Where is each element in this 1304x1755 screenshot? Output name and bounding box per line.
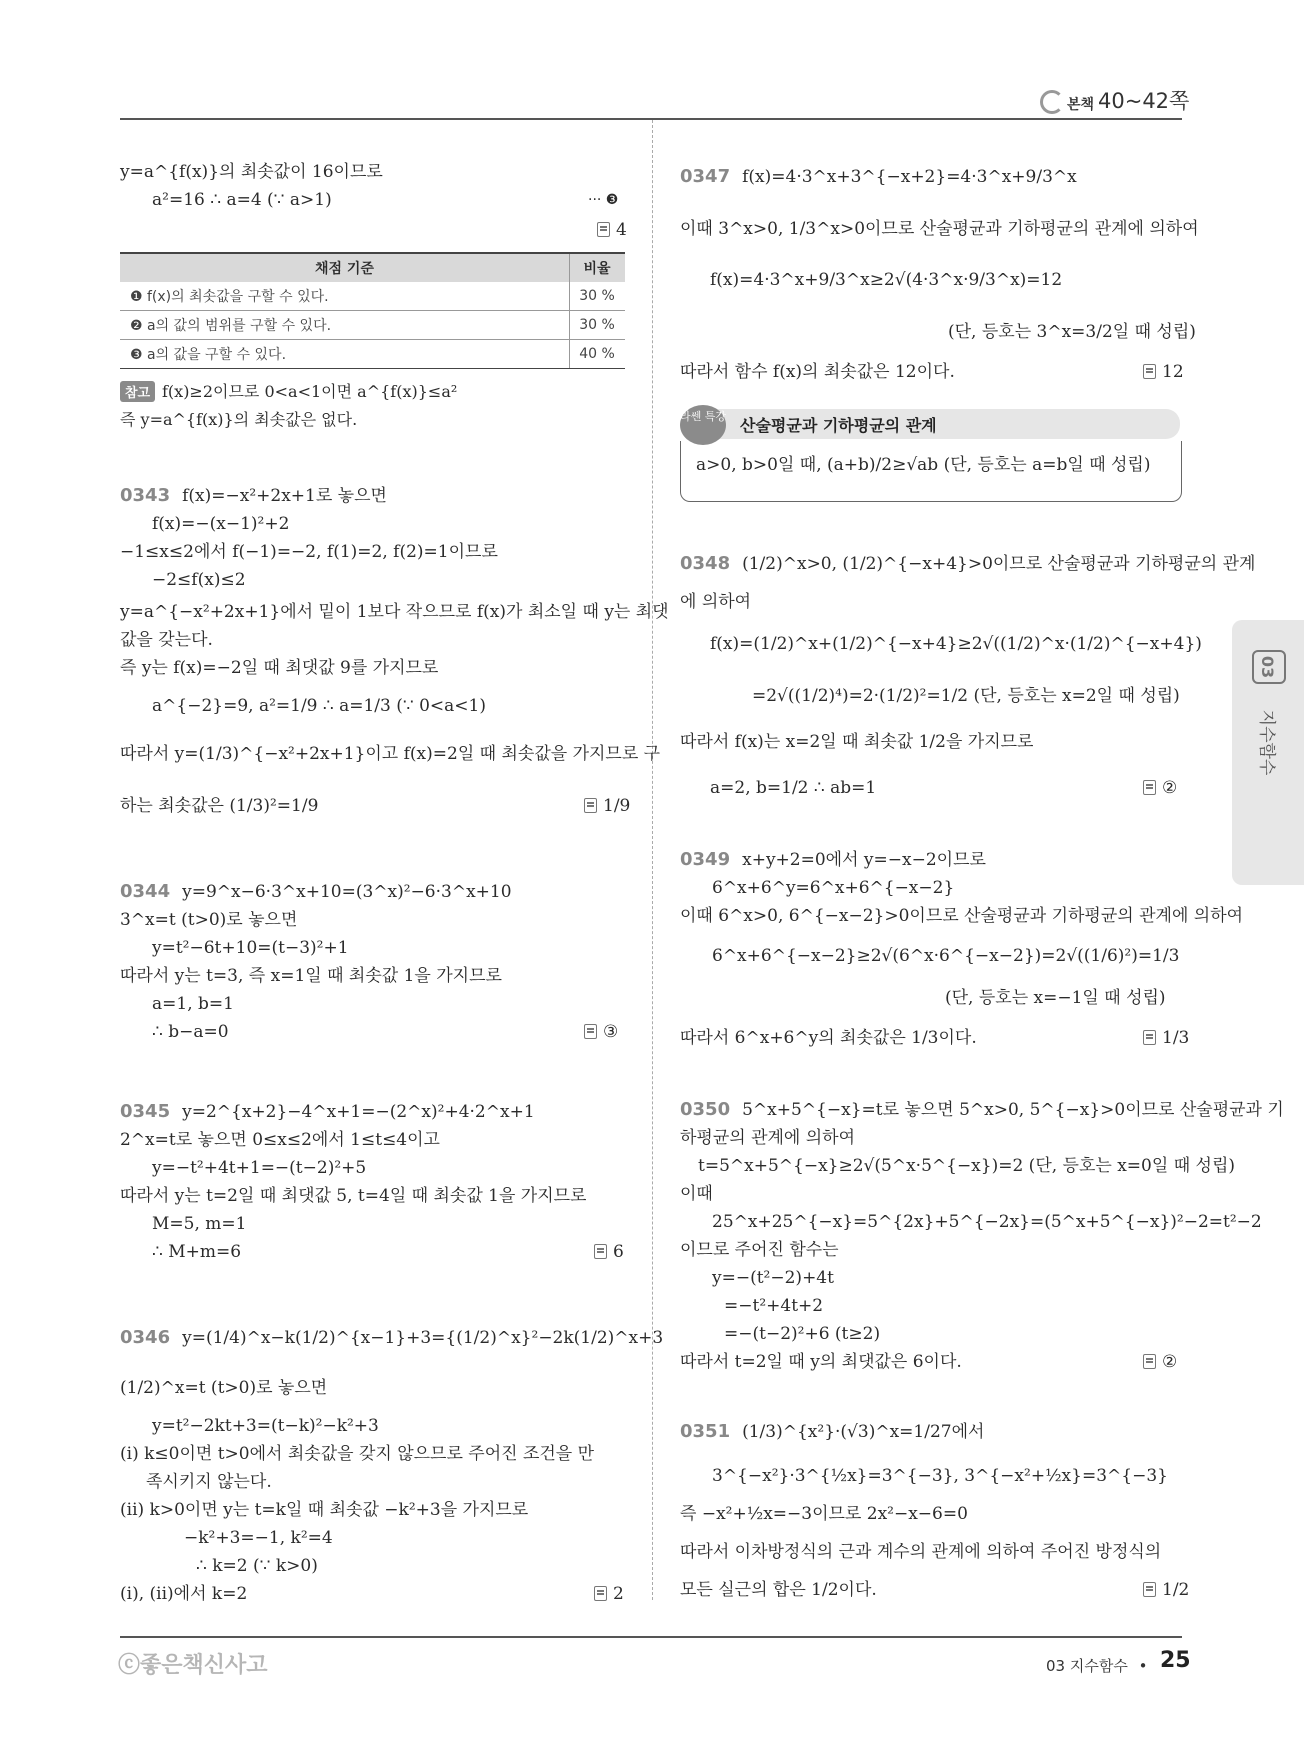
solution-line: 값을 갖는다. bbox=[120, 630, 213, 650]
criteria-text: ❶ f(x)의 최솟값을 구할 수 있다. bbox=[120, 282, 570, 311]
chapter-side-tab bbox=[1232, 620, 1304, 885]
solution-line: (단, 등호는 3^x=3/2일 때 성립) bbox=[948, 322, 1196, 342]
solution-line: 족시키지 않는다. bbox=[146, 1472, 272, 1492]
answer-icon bbox=[594, 1586, 607, 1601]
answer-icon bbox=[1143, 1582, 1156, 1597]
tip-body: a>0, b>0일 때, (a+b)/2≥√ab (단, 등호는 a=b일 때 성립) bbox=[696, 455, 1151, 475]
solution-line: 이때 3^x>0, 1/3^x>0이므로 산술평균과 기하평균의 관계에 의하여 bbox=[680, 219, 1199, 239]
intro-step-mark: ··· ❸ bbox=[588, 192, 619, 208]
table-row bbox=[120, 282, 625, 311]
solution-line: 즉 −x²+½x=−3이므로 2x²−x−6=0 bbox=[680, 1504, 968, 1524]
solution-line: =2√((1/2)⁴)=2·(1/2)²=1/2 (단, 등호는 x=2일 때 성립) bbox=[752, 686, 1180, 706]
problem-number: 0345 bbox=[120, 1101, 171, 1122]
solution-line: 즉 y는 f(x)=−2일 때 최댓값 9를 가지므로 bbox=[120, 658, 439, 678]
answer: 1/9 bbox=[584, 794, 630, 818]
page-number: 25 bbox=[1160, 1648, 1191, 1673]
problem-number: 0344 bbox=[120, 881, 171, 902]
intro-line-1: y=a^{f(x)}의 최솟값이 16이므로 bbox=[120, 162, 383, 182]
refresh-arrow-icon bbox=[1040, 90, 1064, 114]
problem-number: 0349 bbox=[680, 849, 731, 870]
intro-line-2: a²=16 ∴ a=4 (∵ a>1) bbox=[152, 190, 332, 210]
solution-line: 따라서 f(x)는 x=2일 때 최솟값 1/2을 가지므로 bbox=[680, 732, 1034, 752]
solution-line: (1/2)^x>0, (1/2)^{−x+4}>0이므로 산술평균과 기하평균의 관계 bbox=[742, 554, 1256, 574]
solution-line: −1≤x≤2에서 f(−1)=−2, f(1)=2, f(2)=1이므로 bbox=[120, 542, 498, 562]
answer-icon bbox=[1143, 1354, 1156, 1369]
solution-line: ∴ b−a=0 bbox=[152, 1022, 229, 1042]
footer-bullet: • bbox=[1138, 1657, 1148, 1675]
solution-line: =−t²+4t+2 bbox=[724, 1296, 824, 1316]
answer: 1/2 bbox=[1143, 1578, 1189, 1602]
ratio-header: 비율 bbox=[570, 253, 626, 282]
solution-line: y=−t²+4t+1=−(t−2)²+5 bbox=[152, 1158, 367, 1178]
answer: ③ bbox=[584, 1020, 618, 1044]
solution-line: =−(t−2)²+6 (t≥2) bbox=[724, 1324, 881, 1344]
answer: 6 bbox=[594, 1240, 624, 1264]
problem-number: 0347 bbox=[680, 166, 731, 187]
solution-line: x+y+2=0에서 y=−x−2이므로 bbox=[742, 850, 986, 870]
criteria-header: 채점 기준 bbox=[120, 253, 570, 282]
publisher-logo: ⓒ좋은책신사고 bbox=[118, 1653, 268, 1678]
answer-icon bbox=[584, 798, 597, 813]
solution-line: (i) k≤0이면 t>0에서 최솟값을 갖지 않으므로 주어진 조건을 만 bbox=[120, 1444, 595, 1464]
criteria-ratio: 30 % bbox=[570, 282, 626, 311]
chapter-title: 지수함수 bbox=[1256, 709, 1277, 776]
solution-line: (1/2)^x=t (t>0)로 놓으면 bbox=[120, 1378, 328, 1398]
solution-line: 3^{−x²}·3^{½x}=3^{−3}, 3^{−x²+½x}=3^{−3} bbox=[712, 1466, 1168, 1486]
solution-line: (1/3)^{x²}·(√3)^x=1/27에서 bbox=[742, 1422, 985, 1442]
solution-line: 모든 실근의 합은 1/2이다. bbox=[680, 1580, 877, 1600]
solution-line: 따라서 y는 t=2일 때 최댓값 5, t=4일 때 최솟값 1을 가지므로 bbox=[120, 1186, 587, 1206]
criteria-text: ❸ a의 값을 구할 수 있다. bbox=[120, 340, 570, 369]
table-row bbox=[120, 340, 625, 369]
solution-line: 25^x+25^{−x}=5^{2x}+5^{−2x}=(5^x+5^{−x})²−2=t²−2 bbox=[712, 1212, 1262, 1232]
problem-number: 0351 bbox=[680, 1421, 731, 1442]
answer: 2 bbox=[594, 1582, 624, 1606]
column-divider bbox=[652, 120, 653, 1600]
solution-line: y=(1/4)^x−k(1/2)^{x−1}+3={(1/2)^x}²−2k(1/2)^x+3 bbox=[182, 1328, 664, 1348]
intro-answer: 4 bbox=[597, 218, 627, 242]
solution-line: 따라서 y는 t=3, 즉 x=1일 때 최솟값 1을 가지므로 bbox=[120, 966, 502, 986]
problem-number: 0343 bbox=[120, 485, 171, 506]
note-line-2: 즉 y=a^{f(x)}의 최솟값은 없다. bbox=[120, 410, 358, 429]
solution-line: f(x)=4·3^x+3^{−x+2}=4·3^x+9/3^x bbox=[742, 167, 1077, 187]
solution-line: f(x)=4·3^x+9/3^x≥2√(4·3^x·9/3^x)=12 bbox=[710, 270, 1063, 290]
solution-line: ∴ M+m=6 bbox=[152, 1242, 242, 1262]
answer-icon bbox=[584, 1024, 597, 1039]
answer: ② bbox=[1143, 776, 1177, 800]
solution-line: 에 의하여 bbox=[680, 592, 752, 612]
scoring-criteria-table bbox=[120, 252, 625, 369]
solution-line: 하평균의 관계에 의하여 bbox=[680, 1128, 856, 1148]
solution-line: f(x)=(1/2)^x+(1/2)^{−x+4}≥2√((1/2)^x·(1/2)^{−x+4}) bbox=[710, 634, 1202, 654]
solution-line: a=1, b=1 bbox=[152, 994, 234, 1014]
solution-line: t=5^x+5^{−x}≥2√(5^x·5^{−x})=2 (단, 등호는 x=0일 때 성립) bbox=[698, 1156, 1235, 1176]
solution-line: (단, 등호는 x=−1일 때 성립) bbox=[945, 988, 1166, 1008]
table-row bbox=[120, 311, 625, 340]
answer-icon bbox=[1143, 1030, 1156, 1045]
criteria-text: ❷ a의 값의 범위를 구할 수 있다. bbox=[120, 311, 570, 340]
solution-line: M=5, m=1 bbox=[152, 1214, 247, 1234]
answer-icon bbox=[1143, 364, 1156, 379]
solution-line: (i), (ii)에서 k=2 bbox=[120, 1584, 248, 1604]
tip-badge: 라쎈 특강 bbox=[680, 405, 726, 445]
header-rule bbox=[120, 118, 1182, 120]
solution-line: 이므로 주어진 함수는 bbox=[680, 1240, 839, 1260]
solution-line: y=a^{−x²+2x+1}에서 밑이 1보다 작으므로 f(x)가 최소일 때 y는 최댓 bbox=[120, 602, 669, 622]
answer: ② bbox=[1143, 1350, 1177, 1374]
solution-line: 5^x+5^{−x}=t로 놓으면 5^x>0, 5^{−x}>0이므로 산술평균과 기 bbox=[742, 1100, 1284, 1120]
footer-chapter: 03 지수함수 • bbox=[1046, 1657, 1148, 1675]
solution-line: 이때 bbox=[680, 1184, 713, 1204]
chapter-number: 03 bbox=[1252, 650, 1286, 684]
tip-title: 산술평균과 기하평균의 관계 bbox=[740, 416, 937, 435]
solution-line: y=t²−6t+10=(t−3)²+1 bbox=[152, 938, 349, 958]
solution-line: y=2^{x+2}−4^x+1=−(2^x)²+4·2^x+1 bbox=[182, 1102, 535, 1122]
solution-line: ∴ k=2 (∵ k>0) bbox=[196, 1556, 318, 1576]
solution-line: 6^x+6^y=6^x+6^{−x−2} bbox=[712, 878, 955, 898]
solution-line: (ii) k>0이면 y는 t=k일 때 최솟값 −k²+3을 가지므로 bbox=[120, 1500, 529, 1520]
solution-line: 따라서 함수 f(x)의 최솟값은 12이다. bbox=[680, 362, 955, 382]
solution-line: −2≤f(x)≤2 bbox=[152, 570, 246, 590]
answer-icon bbox=[597, 222, 610, 237]
header-pages: 40~42쪽 bbox=[1098, 89, 1190, 113]
answer-icon bbox=[1143, 780, 1156, 795]
solution-line: 따라서 y=(1/3)^{−x²+2x+1}이고 f(x)=2일 때 최솟값을 가지므로 구 bbox=[120, 744, 661, 764]
answer: 1/3 bbox=[1143, 1026, 1189, 1050]
solution-line: a^{−2}=9, a²=1/9 ∴ a=1/3 (∵ 0<a<1) bbox=[152, 696, 486, 716]
problem-number: 0350 bbox=[680, 1099, 731, 1120]
note-line-1: f(x)≥2이므로 0<a<1이면 a^{f(x)}≤a² bbox=[162, 382, 458, 401]
solution-line: 따라서 6^x+6^y의 최솟값은 1/3이다. bbox=[680, 1028, 977, 1048]
solution-line: f(x)=−x²+2x+1로 놓으면 bbox=[182, 486, 387, 506]
solution-line: y=t²−2kt+3=(t−k)²−k²+3 bbox=[152, 1416, 379, 1436]
answer-icon bbox=[594, 1244, 607, 1259]
problem-number: 0348 bbox=[680, 553, 731, 574]
problem-number: 0346 bbox=[120, 1327, 171, 1348]
solution-line: 이때 6^x>0, 6^{−x−2}>0이므로 산술평균과 기하평균의 관계에 의하여 bbox=[680, 906, 1244, 926]
solution-line: f(x)=−(x−1)²+2 bbox=[152, 514, 290, 534]
solution-line: −k²+3=−1, k²=4 bbox=[184, 1528, 333, 1548]
tip-box bbox=[680, 405, 1182, 505]
solution-line: y=9^x−6·3^x+10=(3^x)²−6·3^x+10 bbox=[182, 882, 512, 902]
header-book-ref: 본책 bbox=[1040, 90, 1094, 114]
solution-line: a=2, b=1/2 ∴ ab=1 bbox=[710, 778, 877, 798]
footer-rule bbox=[120, 1636, 1182, 1638]
solution-line: 2^x=t로 놓으면 0≤x≤2에서 1≤t≤4이고 bbox=[120, 1130, 440, 1150]
note-label: 참고 bbox=[120, 381, 155, 402]
answer: 12 bbox=[1143, 360, 1184, 384]
solution-line: 6^x+6^{−x−2}≥2√(6^x·6^{−x−2})=2√((1/6)²)=1/3 bbox=[712, 946, 1180, 966]
solution-line: 3^x=t (t>0)로 놓으면 bbox=[120, 910, 298, 930]
solution-line: 따라서 t=2일 때 y의 최댓값은 6이다. bbox=[680, 1352, 962, 1372]
criteria-ratio: 40 % bbox=[570, 340, 626, 369]
solution-line: 따라서 이차방정식의 근과 계수의 관계에 의하여 주어진 방정식의 bbox=[680, 1542, 1162, 1562]
solution-line: 하는 최솟값은 (1/3)²=1/9 bbox=[120, 796, 319, 816]
criteria-ratio: 30 % bbox=[570, 311, 626, 340]
solution-line: y=−(t²−2)+4t bbox=[712, 1268, 834, 1288]
